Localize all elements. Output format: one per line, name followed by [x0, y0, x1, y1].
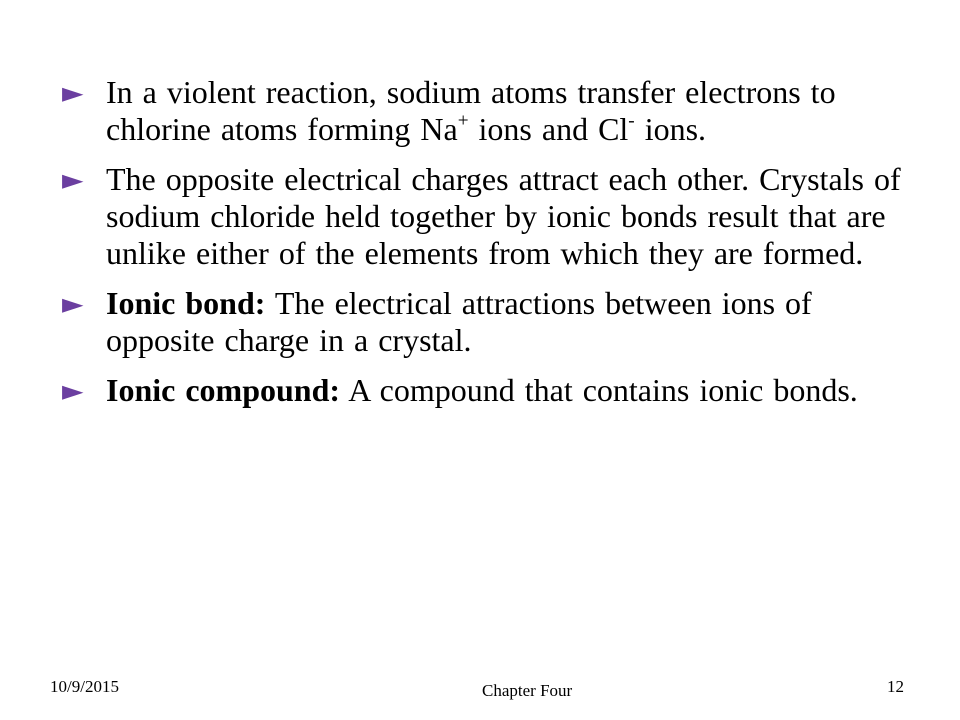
triangle-bullet-icon: ► [62, 374, 84, 407]
bullet-text: The opposite electrical charges attract each other. Crystals of sodium chloride held together by ionic bonds result that are unlike either of the elements from which they are formed. [106, 161, 901, 271]
footer-page-number: 12 [887, 677, 904, 696]
term-ionic-compound: Ionic compound: [106, 372, 341, 408]
slide-bullet-list [62, 74, 912, 422]
bullet-item-sodium-reaction [62, 74, 912, 148]
definition-text: A compound that contains ionic bonds. [340, 372, 858, 408]
term-ionic-bond: Ionic bond: [106, 285, 266, 321]
bullet-text: ions and Cl [468, 111, 629, 147]
charge-superscript-minus: - [628, 110, 635, 132]
bullet-item-ionic-bond [62, 285, 912, 359]
charge-superscript-plus: + [457, 110, 469, 132]
triangle-bullet-icon: ► [62, 287, 84, 320]
bullet-text: ions. [634, 111, 707, 147]
bullet-text: In a violent reaction, sodium atoms transfer electrons to chlorine atoms forming Na [106, 74, 836, 147]
definition-text: The electrical attractions between ions of opposite charge in a crystal. [106, 285, 812, 358]
triangle-bullet-icon: ► [62, 76, 84, 109]
bullet-item-ionic-compound [62, 372, 912, 409]
footer-date: 10/9/2015 [50, 677, 119, 696]
footer-chapter: Chapter Four [482, 681, 573, 700]
triangle-bullet-icon: ► [62, 163, 84, 196]
bullet-item-opposite-charges [62, 161, 912, 272]
